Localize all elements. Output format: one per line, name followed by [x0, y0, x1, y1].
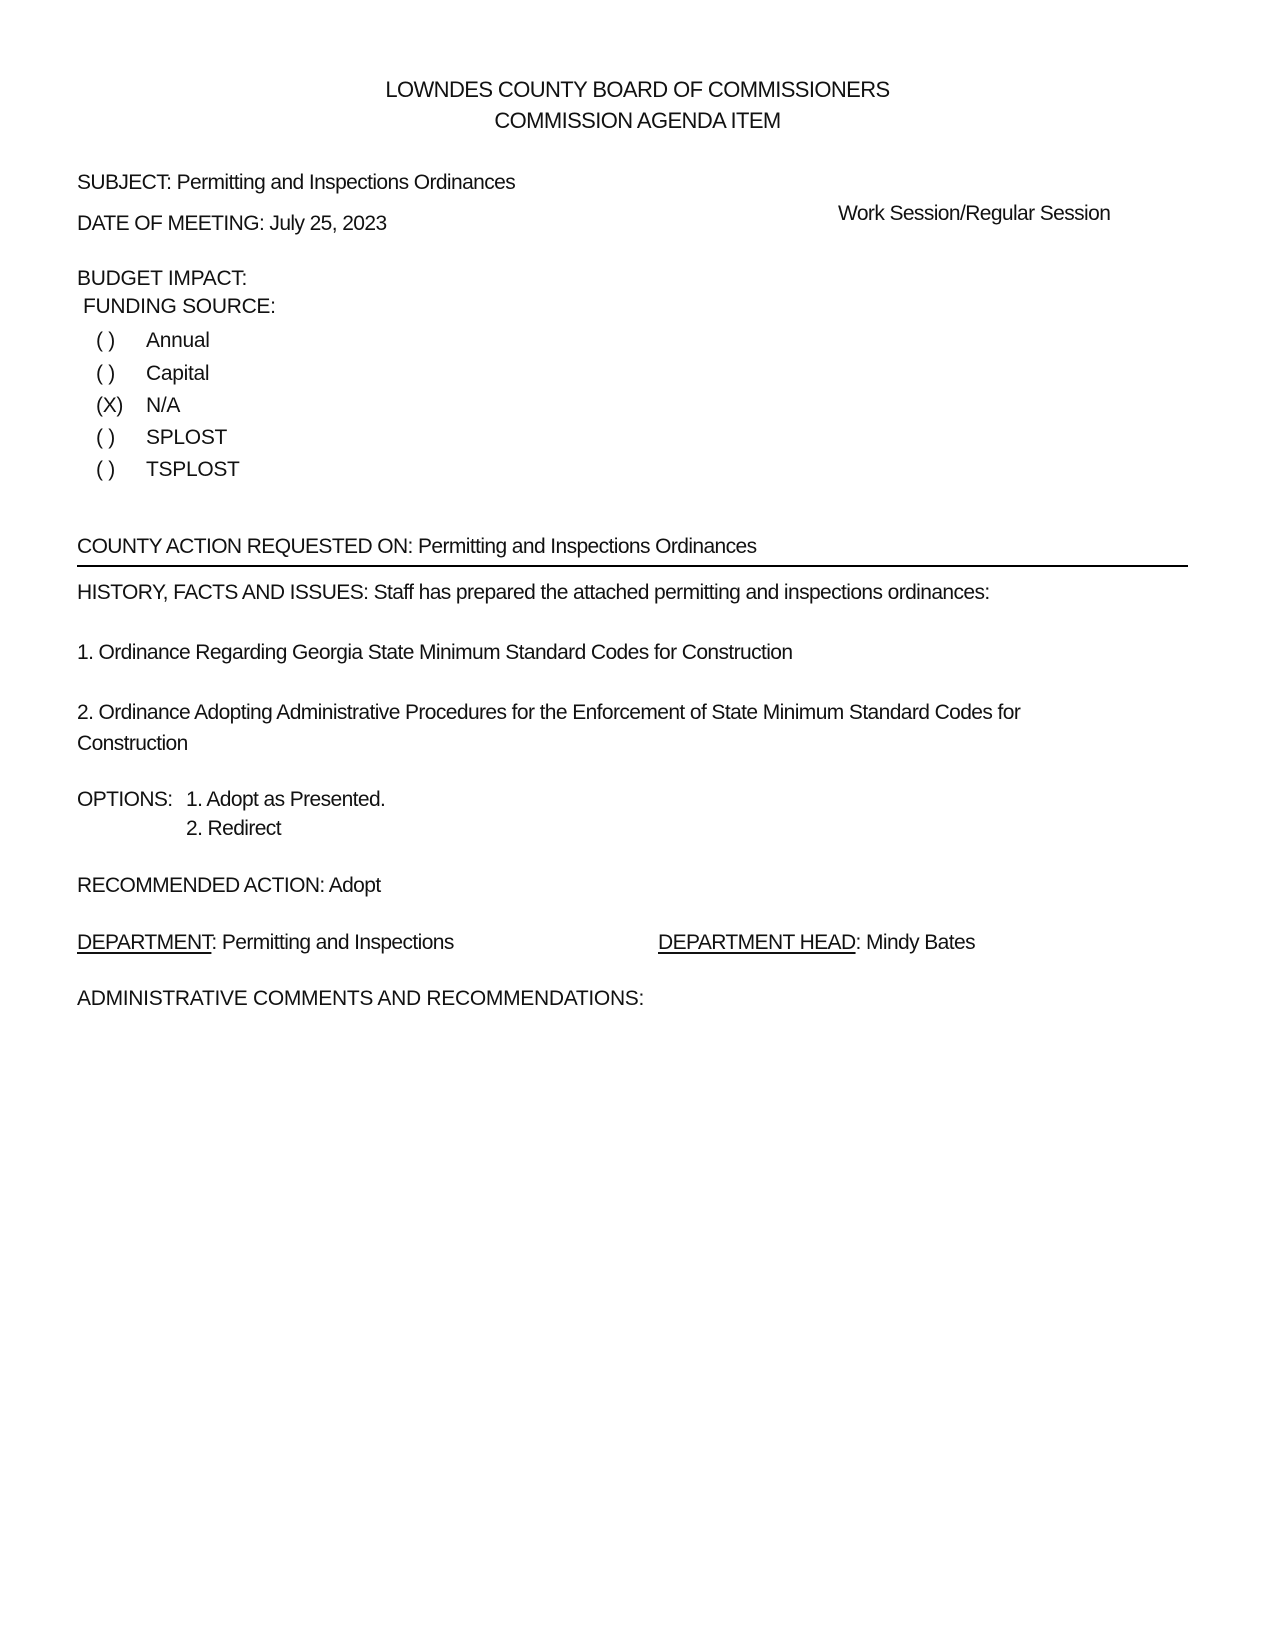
option-item-1: 1. Adopt as Presented. — [186, 788, 386, 811]
options-label: OPTIONS: — [77, 788, 173, 811]
recommended-action: RECOMMENDED ACTION: Adopt — [77, 874, 381, 897]
department-head-value: : Mindy Bates — [855, 931, 975, 954]
department-value: : Permitting and Inspections — [211, 931, 454, 954]
funding-source-label: FUNDING SOURCE: — [83, 295, 276, 318]
funding-option-label: Annual — [146, 329, 210, 352]
ordinance-item-1: 1. Ordinance Regarding Georgia State Minimum Standard Codes for Construction — [77, 641, 793, 664]
history-facts-issues: HISTORY, FACTS AND ISSUES: Staff has prepared the attached permitting and inspections ordinances: — [77, 581, 990, 604]
funding-option-label: Capital — [146, 362, 210, 385]
section-divider — [77, 565, 1188, 567]
date-of-meeting: DATE OF MEETING: July 25, 2023 — [77, 212, 387, 235]
ordinance-item-2-continued: Construction — [77, 732, 188, 755]
option-item-2: 2. Redirect — [186, 817, 281, 840]
header-title: LOWNDES COUNTY BOARD OF COMMISSIONERS — [385, 77, 890, 102]
header-subtitle: COMMISSION AGENDA ITEM — [494, 108, 781, 133]
session-type: Work Session/Regular Session — [838, 202, 1111, 225]
department — [77, 930, 454, 956]
checkbox-mark: ( ) — [96, 458, 115, 481]
checkbox-mark: ( ) — [96, 329, 115, 352]
administrative-comments: ADMINISTRATIVE COMMENTS AND RECOMMENDATIONS: — [77, 987, 645, 1010]
county-action-requested: COUNTY ACTION REQUESTED ON: Permitting and Inspections Ordinances — [77, 535, 757, 558]
checkbox-mark-checked: (X) — [96, 394, 124, 417]
funding-option-label: N/A — [146, 394, 181, 417]
checkbox-mark: ( ) — [96, 362, 115, 385]
budget-impact-label: BUDGET IMPACT: — [77, 267, 248, 290]
funding-option-label: TSPLOST — [146, 458, 240, 481]
department-head-label: DEPARTMENT HEAD — [658, 931, 856, 954]
checkbox-mark: ( ) — [96, 426, 115, 449]
department-head — [658, 930, 975, 956]
funding-option-label: SPLOST — [146, 426, 228, 449]
ordinance-item-2: 2. Ordinance Adopting Administrative Procedures for the Enforcement of State Minimum Standard Codes for — [77, 701, 1021, 724]
department-label: DEPARTMENT — [77, 931, 212, 954]
subject-line: SUBJECT: Permitting and Inspections Ordinances — [77, 171, 516, 194]
